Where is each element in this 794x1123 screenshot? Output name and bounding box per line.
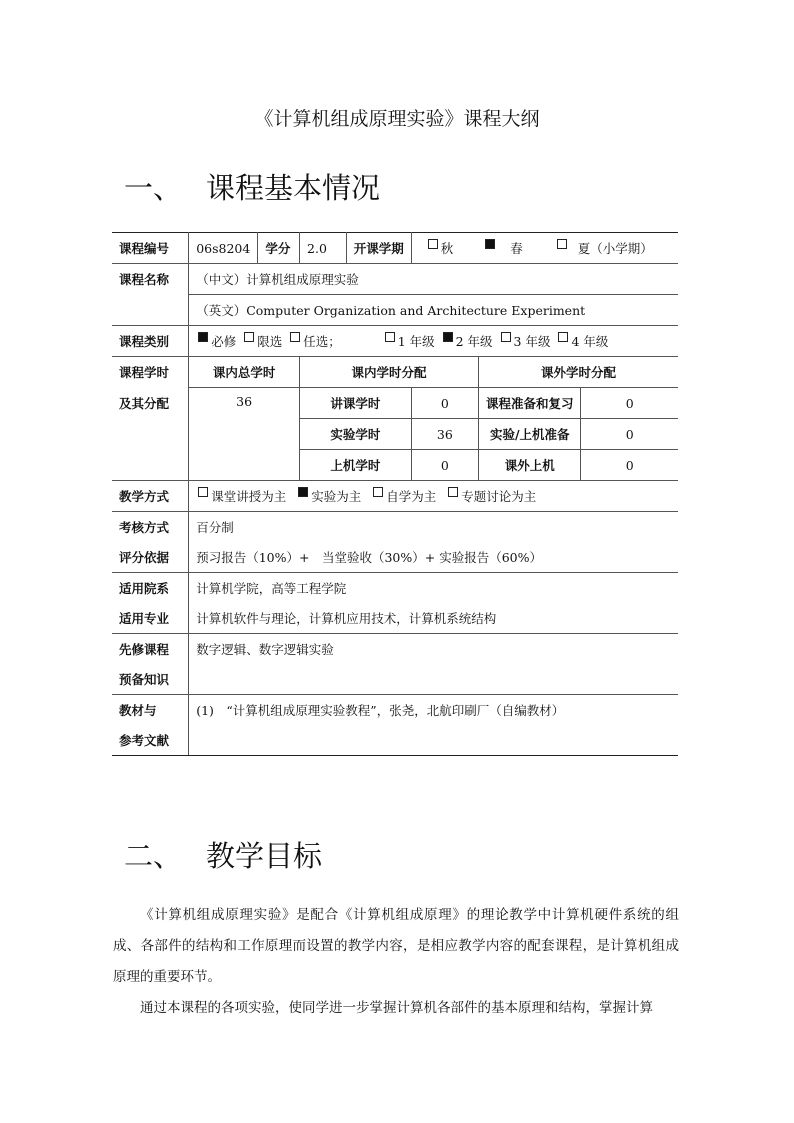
code-value: 06s8204 xyxy=(189,233,258,264)
row-textbook xyxy=(112,695,678,726)
row-hours-header xyxy=(112,357,678,388)
prep-value: 0 xyxy=(581,388,678,419)
textbook-label-1: 教材与 xyxy=(112,695,189,726)
inclass-total-label: 课内总学时 xyxy=(189,357,300,388)
hours-label-2: 及其分配 xyxy=(112,388,189,481)
row-name-en xyxy=(112,295,678,326)
checked-checkbox-icon[interactable] xyxy=(298,487,308,497)
section-heading-1 xyxy=(124,166,380,207)
inclass-total-value: 36 xyxy=(189,388,300,481)
row-type xyxy=(112,326,678,357)
textbook-label-2: 参考文献 xyxy=(112,725,189,756)
assess-label: 考核方式 xyxy=(112,512,189,543)
term-label: 开课学期 xyxy=(346,233,411,264)
paragraph-1: 《计算机组成原理实验》是配合《计算机组成原理》的理论教学中计算机硬件系统的组成、各部件的结构和工作原理而设置的教学内容，是相应教学内容的配套课程，是计算机组成原理的重要环节。 xyxy=(113,907,679,985)
type-options xyxy=(189,326,678,357)
row-code xyxy=(112,233,678,264)
checked-checkbox-icon[interactable] xyxy=(485,239,495,249)
lecture-value: 0 xyxy=(411,388,478,419)
type-option-year2[interactable]: 2 年级 xyxy=(441,334,493,349)
method-option-lab[interactable]: 实验为主 xyxy=(296,489,361,504)
credit-label: 学分 xyxy=(258,233,300,264)
checkbox-icon[interactable] xyxy=(557,239,567,249)
prereq-label: 先修课程 xyxy=(112,634,189,665)
type-label: 课程类别 xyxy=(112,326,189,357)
school-value: 计算机学院，高等工程学院 xyxy=(189,573,678,604)
term-option-spring[interactable]: 春 xyxy=(483,241,523,256)
checkbox-icon[interactable] xyxy=(198,487,208,497)
row-prepknow xyxy=(112,664,678,695)
school-label: 适用院系 xyxy=(112,573,189,604)
section-title: 课程基本情况 xyxy=(206,171,381,205)
checkbox-icon[interactable] xyxy=(385,332,395,342)
checked-checkbox-icon[interactable] xyxy=(443,332,453,342)
outcomputer-value: 0 xyxy=(581,450,678,481)
checkbox-icon[interactable] xyxy=(373,487,383,497)
major-value: 计算机软件与理论，计算机应用技术，计算机系统结构 xyxy=(196,611,497,626)
row-school xyxy=(112,573,678,604)
name-en: （英文）Computer Organization and Architecture Experiment xyxy=(189,295,678,326)
method-option-selfstudy[interactable]: 自学为主 xyxy=(371,489,436,504)
lab-value: 36 xyxy=(411,419,478,450)
checkbox-icon[interactable] xyxy=(428,239,438,249)
textbook-value-cont xyxy=(189,725,678,756)
prepknow-label: 预备知识 xyxy=(112,664,189,695)
type-option-required[interactable]: 必修 xyxy=(196,334,236,349)
computer-label: 上机学时 xyxy=(300,450,412,481)
checkbox-icon[interactable] xyxy=(558,332,568,342)
document-title: 《计算机组成原理实验》课程大纲 xyxy=(254,108,540,130)
type-option-year1[interactable]: 1 年级 xyxy=(383,334,435,349)
section-title: 教学目标 xyxy=(206,839,323,873)
checkbox-icon[interactable] xyxy=(290,332,300,342)
checkbox-icon[interactable] xyxy=(448,487,458,497)
section-number: 二、 xyxy=(124,839,183,873)
row-method xyxy=(112,481,678,512)
grading-value: 预习报告（10%）+ 当堂验收（30%）+ 实验报告（60%） xyxy=(196,550,542,565)
name-label: 课程名称 xyxy=(112,264,189,326)
section-heading-2 xyxy=(124,834,322,875)
term-option-autumn[interactable]: 秋 xyxy=(426,241,454,256)
row-textbook-2 xyxy=(112,725,678,756)
term-option-summer[interactable]: 夏（小学期） xyxy=(555,241,653,256)
row-grading xyxy=(112,542,678,573)
term-options xyxy=(411,233,678,264)
prereq-value: 数字逻辑、数字逻辑实验 xyxy=(189,634,678,665)
code-label: 课程编号 xyxy=(112,233,189,264)
lecture-label: 讲课学时 xyxy=(300,388,412,419)
paragraph-2: 通过本课程的各项实验，使同学进一步掌握计算机各部件的基本原理和结构，掌握计算 xyxy=(140,1000,653,1016)
type-option-limited[interactable]: 限选 xyxy=(242,334,282,349)
labprep-label: 实验/上机准备 xyxy=(478,419,581,450)
prepknow-value xyxy=(189,664,678,695)
grading-label: 评分依据 xyxy=(112,542,189,573)
section-number: 一、 xyxy=(124,171,183,205)
name-cn: （中文）计算机组成原理实验 xyxy=(189,264,678,295)
outclass-dist-label: 课外学时分配 xyxy=(478,357,678,388)
method-label: 教学方式 xyxy=(112,481,189,512)
textbook-value: (1) “计算机组成原理实验教程”，张尧，北航印刷厂（自编教材） xyxy=(189,695,678,726)
method-option-lecture[interactable]: 课堂讲授为主 xyxy=(196,489,286,504)
computer-value: 0 xyxy=(411,450,478,481)
checkbox-icon[interactable] xyxy=(244,332,254,342)
row-name-cn xyxy=(112,264,678,295)
row-prereq xyxy=(112,634,678,665)
method-option-seminar[interactable]: 专题讨论为主 xyxy=(446,489,536,504)
major-label: 适用专业 xyxy=(112,603,189,634)
checked-checkbox-icon[interactable] xyxy=(198,332,208,342)
row-assess xyxy=(112,512,678,543)
hours-label-1: 课程学时 xyxy=(112,357,189,388)
inclass-dist-label: 课内学时分配 xyxy=(300,357,479,388)
checkbox-icon[interactable] xyxy=(501,332,511,342)
type-option-elective[interactable]: 任选； xyxy=(288,334,341,349)
credit-value: 2.0 xyxy=(300,233,347,264)
type-option-year4[interactable]: 4 年级 xyxy=(556,334,608,349)
prep-label: 课程准备和复习 xyxy=(478,388,581,419)
method-options xyxy=(189,481,678,512)
labprep-value: 0 xyxy=(581,419,678,450)
type-option-year3[interactable]: 3 年级 xyxy=(499,334,551,349)
assess-value: 百分制 xyxy=(189,512,678,543)
row-major xyxy=(112,603,678,634)
row-hours-1 xyxy=(112,388,678,419)
course-info-table xyxy=(112,232,678,756)
outcomputer-label: 课外上机 xyxy=(478,450,581,481)
lab-label: 实验学时 xyxy=(300,419,412,450)
